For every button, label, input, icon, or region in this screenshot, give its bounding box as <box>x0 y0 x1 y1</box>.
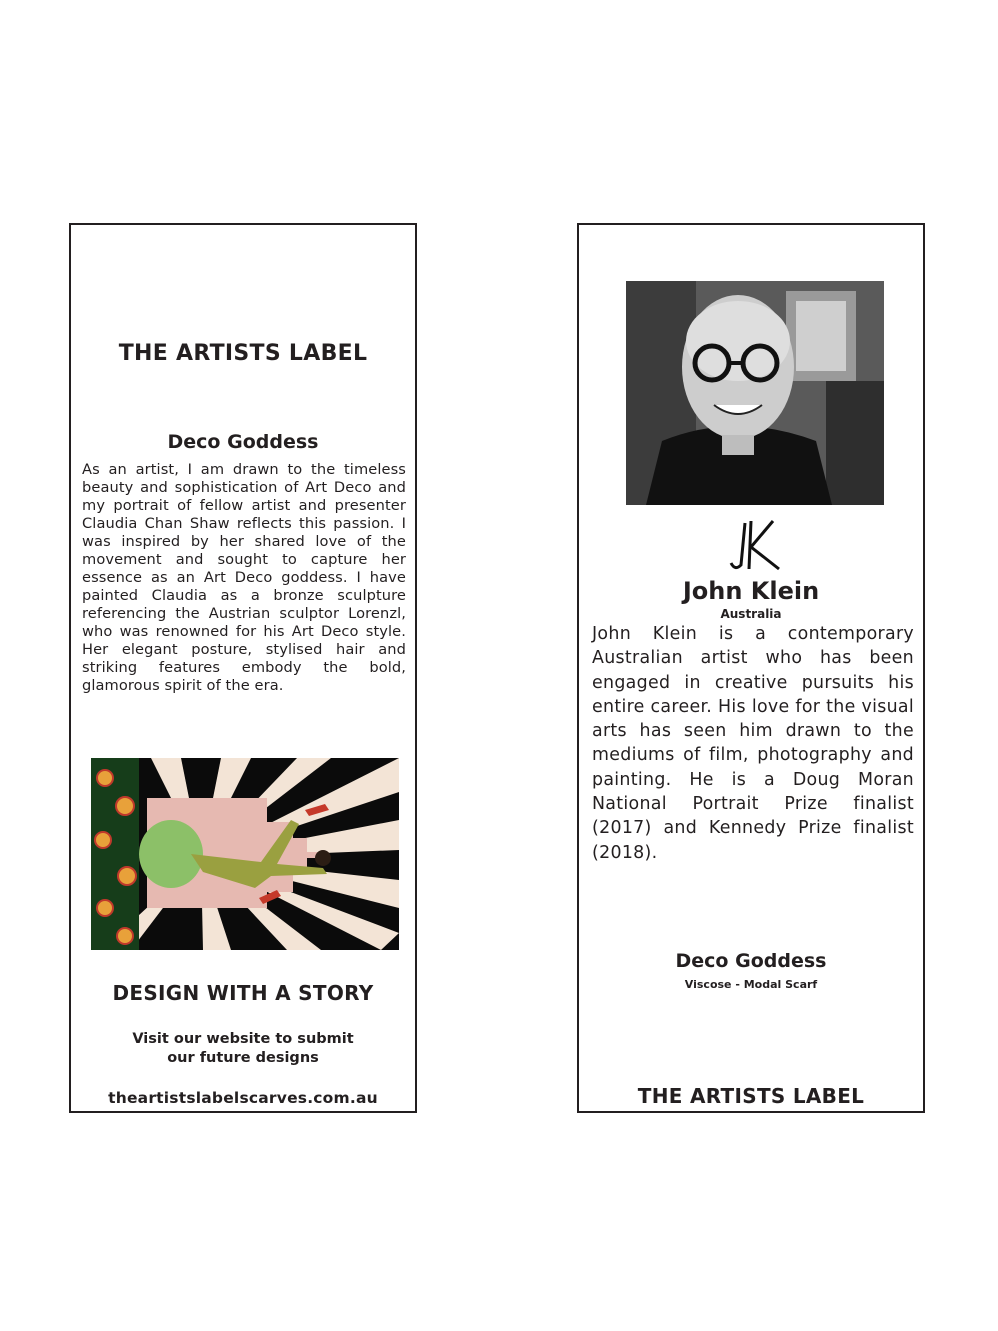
design-title: Deco Goddess <box>167 431 319 453</box>
artwork-story-card <box>69 223 417 1113</box>
brand-footer: THE ARTISTS LABEL <box>637 1084 865 1108</box>
artist-country: Australia <box>720 607 782 621</box>
tagline: DESIGN WITH A STORY <box>112 981 374 1005</box>
artist-name: John Klein <box>682 577 820 605</box>
artist-signature-logo <box>579 515 923 575</box>
artist-portrait-photo <box>626 281 884 505</box>
artist-bio: John Klein is a contemporary Australian artist who has been engaged in creative pursuits his entire career. His love for the visual arts has seen him drawn to the mediums of film, photography and painting. He is a Doug Moran National Portrait Prize finalist (2017) and Kennedy Prize finalist (2018). <box>592 624 914 863</box>
artist-bio-card <box>577 223 925 1113</box>
product-title: Deco Goddess <box>675 950 827 972</box>
artwork-thumbnail <box>91 758 399 950</box>
submit-invite-line1: Visit our website to submit <box>132 1031 354 1047</box>
product-material: Viscose - Modal Scarf <box>684 978 818 991</box>
design-story: As an artist, I am drawn to the timeless beauty and sophistication of Art Deco and my portrait of fellow artist and presenter Claudia Chan Shaw reflects this passion. I was inspired by her shared love of the movement and sought to capture her essence as an Art Deco goddess. I have painted Claudia as a bronze sculpture referencing the Austrian sculptor Lorenzl, who was renowned for his Art Deco style. Her elegant posture, stylised hair and striking features embody the bold, glamorous spirit of the era. <box>82 461 406 694</box>
website-link[interactable]: theartistslabelscarves.com.au <box>108 1089 378 1107</box>
brand-title: THE ARTISTS LABEL <box>118 341 368 366</box>
submit-invite-line2: our future designs <box>167 1050 319 1066</box>
